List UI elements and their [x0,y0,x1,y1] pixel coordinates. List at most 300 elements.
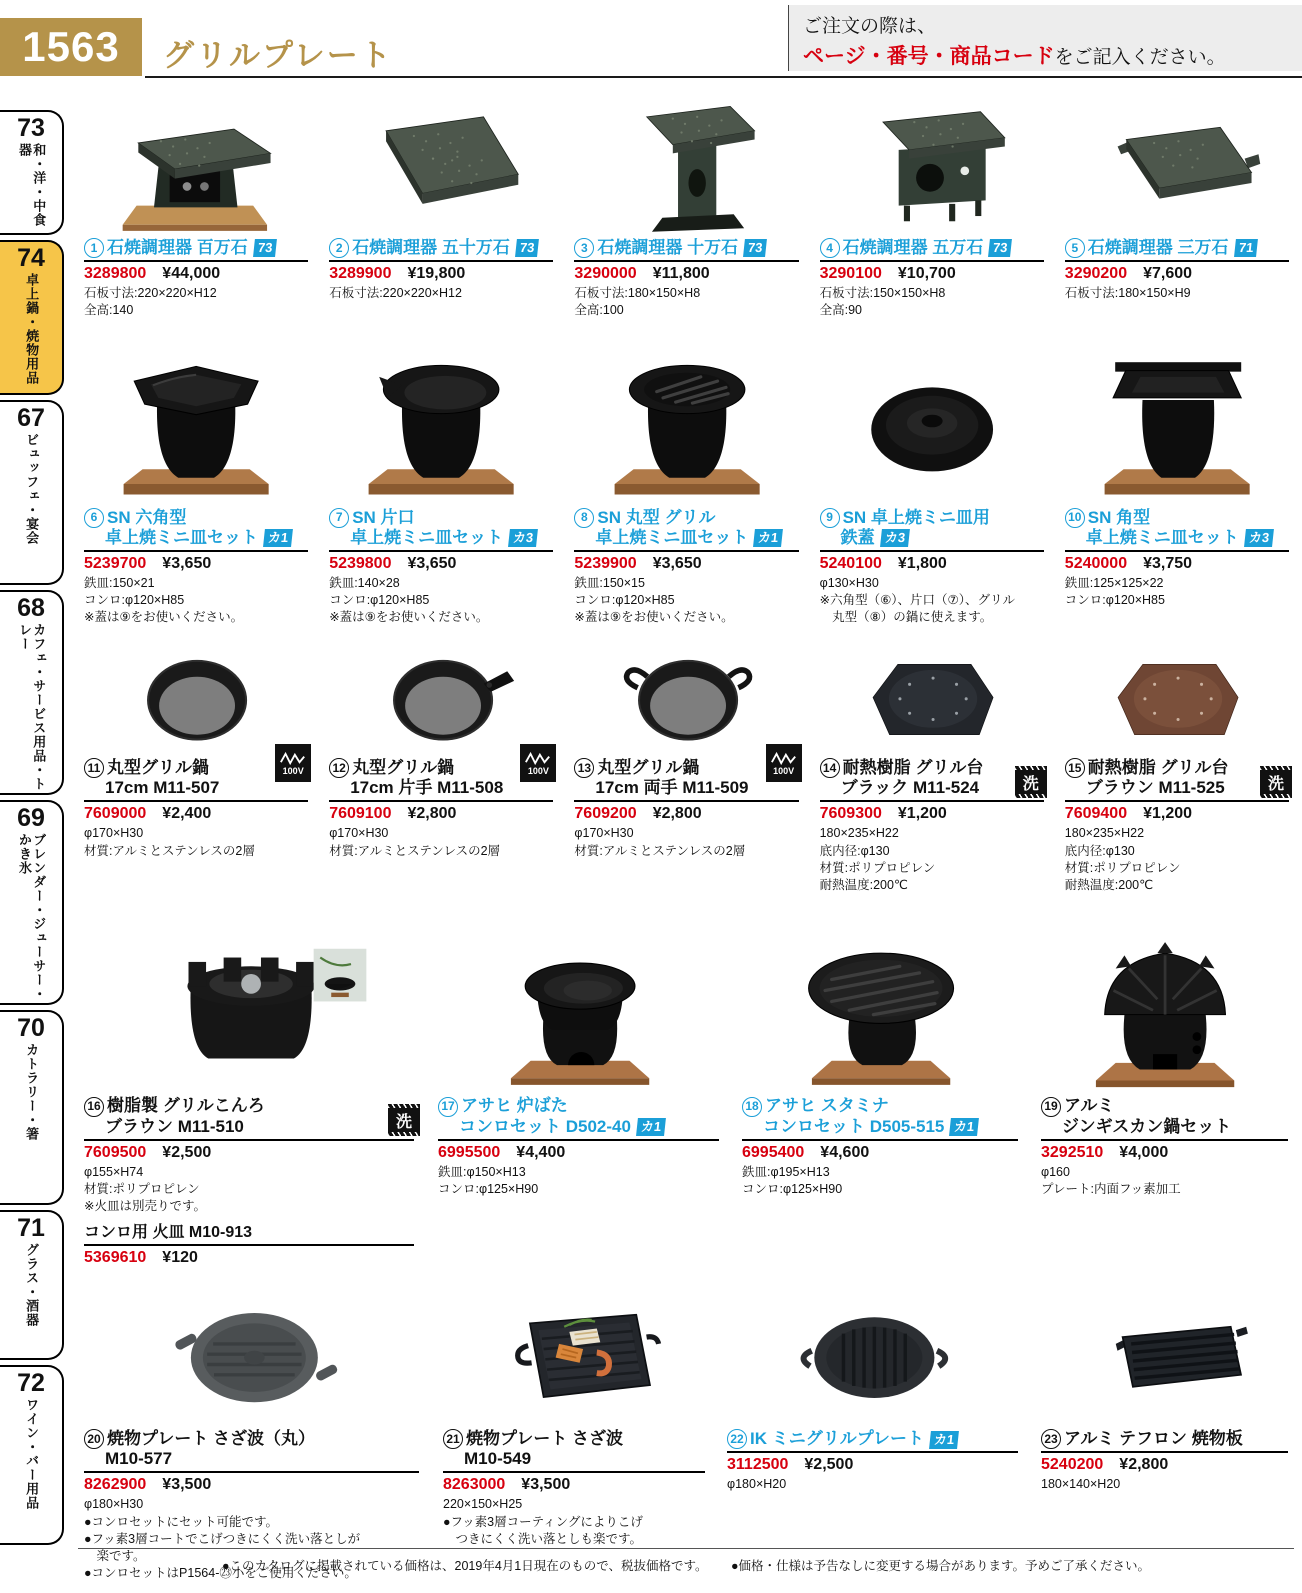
code-price-line [84,555,315,573]
spec-line: ※蓋は⑨をお使いください。 [84,610,244,625]
ref-badge: 73 [988,239,1012,257]
spec-line: φ170×H30 [84,826,144,841]
spec-line: 鉄皿:125×125×22 [1064,575,1164,590]
code-price-line [84,265,315,283]
sidebar-tab-73 [0,110,64,235]
code-price-line [443,1476,713,1494]
sidebar-tab-72 [0,1365,64,1545]
order-note-line1: ご注文の際は、 [803,16,937,37]
product-photo [820,640,1051,755]
product-photo [1041,910,1296,1093]
product-photo [820,330,1051,505]
footer-rule [78,1548,1294,1549]
spec-line: ※蓋は⑨をお使いください。 [329,610,489,625]
product-specs [742,1164,1027,1199]
product-row [84,1283,1296,1582]
product-photo [329,330,560,505]
tab-label: グラス・酒器 [24,1243,40,1327]
spec-line: 石板寸法:220×220×H12 [329,286,462,301]
product-title: 15 耐熱樹脂 グリル台 ブラウン M11-525 [1065,758,1296,798]
tab-number: 68 [17,594,45,622]
product-code: 5239900 [574,554,637,572]
title-rule [84,1139,414,1141]
product-card-15 [1065,640,1296,894]
item-number: 7 [329,508,349,528]
product-info [742,1096,1027,1198]
product-code: 3112500 [727,1456,789,1474]
product-card-1 [84,90,315,320]
title-rule [742,1139,1018,1141]
tab-number: 73 [17,114,45,142]
ref-badge: カ1 [263,529,293,547]
product-specs [1065,825,1296,894]
product-code: 7609300 [819,805,882,823]
product-card-18 [742,910,1027,1267]
product-price: ¥19,800 [407,265,466,283]
ref-badge: 73 [743,239,767,257]
tab-label: 卓上鍋・焼物用品 [24,273,40,385]
product-specs [329,575,560,627]
sidebar-tab-68 [0,590,64,795]
ref-badge: カ1 [929,1431,959,1449]
item-number: 23 [1041,1429,1061,1449]
product-photo [84,910,424,1093]
product-title: 3 石焼調理器 十万石 73 [574,238,805,258]
code-price-line [438,1144,728,1162]
spec-line: 耐熱温度:200℃ [1064,878,1154,893]
product-info [84,1096,424,1267]
product-title: 23 アルミ テフロン 焼物板 [1041,1429,1296,1449]
product-info [574,238,805,320]
product-card-4 [820,90,1051,320]
code-price-line [820,555,1051,573]
title-rule [820,800,1044,802]
product-info [1041,1429,1296,1493]
order-note-highlight: ページ・番号・商品コード [803,45,1055,68]
product-price: ¥3,650 [407,554,457,572]
product-card-21 [443,1283,713,1582]
ref-badge: カ1 [636,1118,666,1136]
spec-line: 石板寸法:150×150×H8 [819,286,946,301]
product-title: 9 SN 卓上焼ミニ皿用 鉄蓋 カ3 [820,508,1051,548]
spec-line: 耐熱温度:200℃ [819,878,908,893]
product-card-11 [84,640,315,894]
product-code: 8263000 [443,1476,506,1494]
ref-badge: カ3 [880,529,910,547]
product-price: ¥3,500 [162,1476,212,1494]
spec-line: ●コンロセットにセット可能です。 [84,1514,279,1529]
product-title: 11 丸型グリル鍋 17cm M11-507 [84,758,315,798]
product-info [1065,508,1296,610]
tab-label: 和・洋・中食器 [17,143,47,227]
spec-line: 鉄皿:150×21 [84,575,155,590]
product-code: 7609000 [84,805,147,823]
product-code: 3290200 [1064,265,1128,283]
product-specs [574,575,805,627]
tab-label: ワイン・バー用品 [24,1398,40,1510]
spec-line: 鉄皿:φ150×H13 [438,1164,526,1179]
page-title: グリルプレート [163,38,393,73]
spec-line: φ160 [1041,1164,1070,1179]
item-number: 6 [84,508,104,528]
electric-100v-badge: 100V [766,744,802,782]
product-code: 7609100 [329,805,392,823]
product-specs [329,825,560,860]
code-price-line [84,1476,429,1494]
item-number: 10 [1065,508,1085,528]
product-code: 3290000 [574,265,637,283]
title-rule [443,1471,705,1473]
product-photo [1041,1283,1296,1426]
item-number: 8 [574,508,594,528]
sidebar-tab-67 [0,400,64,585]
spec-line: ※六角型（⑥）、片口（⑦）、グリル [819,592,1015,607]
spec-line: 石板寸法:180×150×H9 [1064,286,1191,301]
item-number: 3 [574,238,594,258]
ref-badge: 73 [253,239,277,257]
product-info [574,758,805,860]
product-row [84,910,1296,1267]
product-title: 18 アサヒ スタミナ コンロセット D505-515 カ1 [742,1096,1027,1136]
ref-badge: カ1 [949,1118,979,1136]
product-specs [84,575,315,627]
product-photo [84,640,315,755]
sub-product-code: 5369610 [84,1249,147,1267]
spec-line: 材質:ポリプロピレン [1064,860,1181,875]
title-rule [820,550,1044,552]
code-price-line [574,805,805,823]
tab-label: カフェ・サービス用品・トレー [17,623,47,791]
title-rule [1065,260,1289,262]
product-price: ¥2,800 [407,805,457,823]
product-price: ¥1,200 [897,805,947,823]
product-info [820,508,1051,627]
item-number: 20 [84,1429,104,1449]
title-rule [574,800,798,802]
item-number: 18 [742,1097,762,1117]
product-specs [1041,1476,1296,1493]
product-info [820,758,1051,894]
spec-line: φ170×H30 [329,826,389,841]
spec-line: 丸型（⑧）の鍋に使えます。 [819,610,993,625]
chapter-tab-sidebar [0,110,66,1550]
product-title: 14 耐熱樹脂 グリル台 ブラック M11-524 [820,758,1051,798]
product-price: ¥3,500 [521,1476,571,1494]
product-card-13 [574,640,805,894]
spec-line: コンロ:φ120×H85 [574,592,675,607]
spec-line: 材質:アルミとステンレスの2層 [84,843,255,858]
product-price: ¥2,500 [162,1143,212,1161]
product-specs [727,1476,1027,1493]
order-note-line2 [803,40,1292,70]
product-code: 3289900 [329,265,392,283]
product-title: 21 焼物プレート さざ波 M10-549 [443,1429,713,1469]
spec-line: ●コンロセットはP1564-㉓小をご使用ください。 [84,1566,357,1581]
product-title: 1 石焼調理器 百万石 73 [84,238,315,258]
product-price: ¥1,200 [1143,805,1193,823]
code-price-line [1065,555,1296,573]
product-specs [438,1164,728,1199]
product-code: 5239800 [329,554,392,572]
product-title: 8 SN 丸型 グリル 卓上焼ミニ皿セット カ1 [574,508,805,548]
ref-badge: カ3 [508,529,538,547]
spec-line: φ180×H20 [727,1477,787,1492]
spec-line: 全高:100 [574,303,624,318]
product-specs [329,285,560,302]
code-price-line [820,265,1051,283]
spec-line: φ180×H30 [84,1497,144,1512]
product-info [84,238,315,320]
item-number: 11 [84,758,104,778]
spec-line: ●フッ素3層コーティングによりこげ [443,1514,643,1529]
sidebar-tab-71 [0,1210,64,1360]
product-card-3 [574,90,805,320]
product-card-2 [329,90,560,320]
product-card-10 [1065,330,1296,627]
spec-line: ※火皿は別売りです。 [84,1199,206,1214]
product-specs [84,1164,424,1216]
item-number: 9 [820,508,840,528]
electric-100v-badge: 100V [520,744,556,782]
title-rule [84,800,308,802]
title-rule [329,800,553,802]
spec-line: コンロ:φ125×H90 [438,1181,539,1196]
product-price: ¥4,400 [516,1143,566,1161]
product-price: ¥3,650 [652,554,702,572]
item-number: 12 [329,758,349,778]
product-card-20 [84,1283,429,1582]
title-rule [574,260,798,262]
product-info [820,238,1051,320]
item-number: 21 [443,1429,463,1449]
spec-line: 180×235×H22 [1064,826,1145,841]
item-number: 15 [1065,758,1085,778]
product-photo [820,90,1051,235]
product-info [1065,238,1296,302]
product-info [443,1429,713,1548]
code-price-line [84,805,315,823]
product-specs [443,1496,713,1548]
spec-line: コンロ:φ120×H85 [1064,592,1165,607]
title-rule [1065,800,1289,802]
product-card-23 [1041,1283,1296,1582]
product-title: 17 アサヒ 炉ばた コンロセット D502-40 カ1 [438,1096,728,1136]
product-card-5 [1065,90,1296,320]
product-price: ¥11,800 [652,265,710,283]
page-number-box [0,18,142,76]
spec-line: 底内径:φ130 [1064,843,1135,858]
product-card-17 [438,910,728,1267]
spec-line: 底内径:φ130 [819,843,890,858]
order-note-suffix: をご記入ください。 [1054,47,1226,68]
code-price-line [329,555,560,573]
spec-line: コンロ:φ120×H85 [84,592,185,607]
product-code: 7609200 [574,805,637,823]
spec-line: コンロ:φ120×H85 [329,592,430,607]
spec-line: 鉄皿:150×15 [574,575,645,590]
product-card-22 [727,1283,1027,1582]
electric-100v-badge: 100V [275,744,311,782]
title-rule [1041,1139,1288,1141]
product-photo [438,910,728,1093]
product-card-8 [574,330,805,627]
product-info [329,238,560,302]
code-price-line [1041,1144,1296,1162]
tab-label: カトラリー・箸 [24,1043,40,1141]
product-card-14 [820,640,1051,894]
product-photo [1065,330,1296,505]
title-rule [820,260,1044,262]
product-title: 2 石焼調理器 五十万石 73 [329,238,560,258]
product-photo [1065,90,1296,235]
item-number: 22 [727,1429,747,1449]
product-specs [820,285,1051,320]
product-price: ¥4,600 [820,1143,870,1161]
product-info [84,508,315,627]
product-title: 6 SN 六角型 卓上焼ミニ皿セット カ1 [84,508,315,548]
item-number: 16 [84,1097,104,1117]
spec-line: つきにくく洗い落としも楽です。 [443,1531,643,1546]
product-price: ¥2,500 [804,1456,854,1474]
spec-line: ※蓋は⑨をお使いください。 [574,610,734,625]
product-code: 5239700 [84,554,147,572]
title-rule [438,1139,719,1141]
title-rule [84,260,308,262]
product-code: 6995400 [742,1143,805,1161]
item-number: 2 [329,238,349,258]
code-price-line [329,805,560,823]
product-info [1041,1096,1296,1198]
title-rule [574,550,798,552]
spec-line: 石板寸法:180×150×H8 [574,286,701,301]
spec-line: 鉄皿:140×28 [329,575,400,590]
product-code: 7609400 [1064,805,1128,823]
tab-label: ビュッフェ・宴会 [24,433,40,545]
item-number: 17 [438,1097,458,1117]
product-title: 13 丸型グリル鍋 17cm 両手 M11-509 [574,758,805,798]
washable-badge: 洗 [1015,766,1047,798]
product-card-19 [1041,910,1296,1267]
order-note [788,5,1302,71]
ref-badge: 73 [515,239,539,257]
product-photo [1065,640,1296,755]
product-specs [1065,575,1296,610]
product-code: 5240000 [1064,554,1128,572]
item-number: 14 [820,758,840,778]
product-title: 4 石焼調理器 五万石 73 [820,238,1051,258]
spec-line: 材質:アルミとステンレスの2層 [329,843,501,858]
product-row [84,330,1296,627]
product-price: ¥3,650 [162,554,212,572]
spec-line: コンロ:φ125×H90 [742,1181,843,1196]
spec-line: ●フッ素3層コートでこげつきにくく洗い落としが [84,1531,361,1546]
product-info [438,1096,728,1198]
tab-number: 70 [17,1014,45,1042]
sub-product-label: コンロ用 火皿 M10-913 [84,1224,253,1242]
product-photo [574,330,805,505]
product-info [1065,758,1296,894]
product-row [84,640,1296,894]
product-photo [574,640,805,755]
product-price: ¥2,400 [162,805,212,823]
header-rule [145,76,1302,78]
code-price-line [329,265,560,283]
footer-note [78,1556,1294,1574]
product-specs [1065,285,1296,302]
product-card-16 [84,910,424,1267]
product-price: ¥3,750 [1143,554,1193,572]
tab-number: 72 [17,1369,45,1397]
spec-line: φ130×H30 [819,575,879,590]
code-price-line [742,1144,1027,1162]
product-card-12 [329,640,560,894]
title-rule [84,1471,419,1473]
product-price: ¥2,800 [652,805,702,823]
tab-number: 69 [17,804,45,832]
tab-number: 67 [17,404,45,432]
item-number: 4 [820,238,840,258]
product-photo [329,90,560,235]
ref-badge: カ3 [1244,529,1274,547]
product-photo [329,640,560,755]
item-number: 1 [84,238,104,258]
code-price-line [1065,265,1296,283]
spec-line: 材質:ポリプロピレン [819,860,936,875]
code-price-line [1041,1456,1296,1474]
code-price-line [574,555,805,573]
product-photo [742,910,1027,1093]
product-photo [574,90,805,235]
product-code: 5240100 [819,554,882,572]
product-specs [820,575,1051,627]
title-rule [84,550,308,552]
spec-line: 全高:90 [819,303,862,318]
product-info [84,758,315,860]
tab-number: 74 [17,244,45,272]
spec-line: 180×235×H22 [819,826,899,841]
item-number: 5 [1065,238,1085,258]
product-info [329,758,560,860]
title-rule [727,1451,1018,1453]
code-price-line [574,265,805,283]
product-grid [84,90,1296,1583]
spec-line: 楽です。 [84,1549,146,1564]
code-price-line [820,805,1051,823]
spec-line: 鉄皿:φ195×H13 [742,1164,830,1179]
product-title: 10 SN 角型 卓上焼ミニ皿セット カ3 [1065,508,1296,548]
product-code: 7609500 [84,1143,147,1161]
title-rule [1041,1451,1288,1453]
product-code: 5240200 [1041,1456,1104,1474]
product-info [574,508,805,627]
product-specs [574,825,805,860]
product-title: 7 SN 片口 卓上焼ミニ皿セット カ3 [329,508,560,548]
washable-badge: 洗 [388,1104,420,1136]
spec-line: 材質:ポリプロピレン [84,1181,200,1196]
product-specs [84,285,315,320]
product-specs [820,825,1051,894]
footer-note-change: ●価格・仕様は予告なしに変更する場合があります。予めご了承ください。 [730,1559,1151,1573]
product-code: 8262900 [84,1476,147,1494]
spec-line: 石板寸法:220×220×H12 [84,286,217,301]
product-info [727,1429,1027,1493]
ref-badge: カ1 [753,529,783,547]
title-rule [329,550,553,552]
product-title: 19 アルミ ジンギスカン鍋セット [1041,1096,1296,1136]
product-info [329,508,560,627]
title-rule [329,260,553,262]
product-code: 3289800 [84,265,147,283]
